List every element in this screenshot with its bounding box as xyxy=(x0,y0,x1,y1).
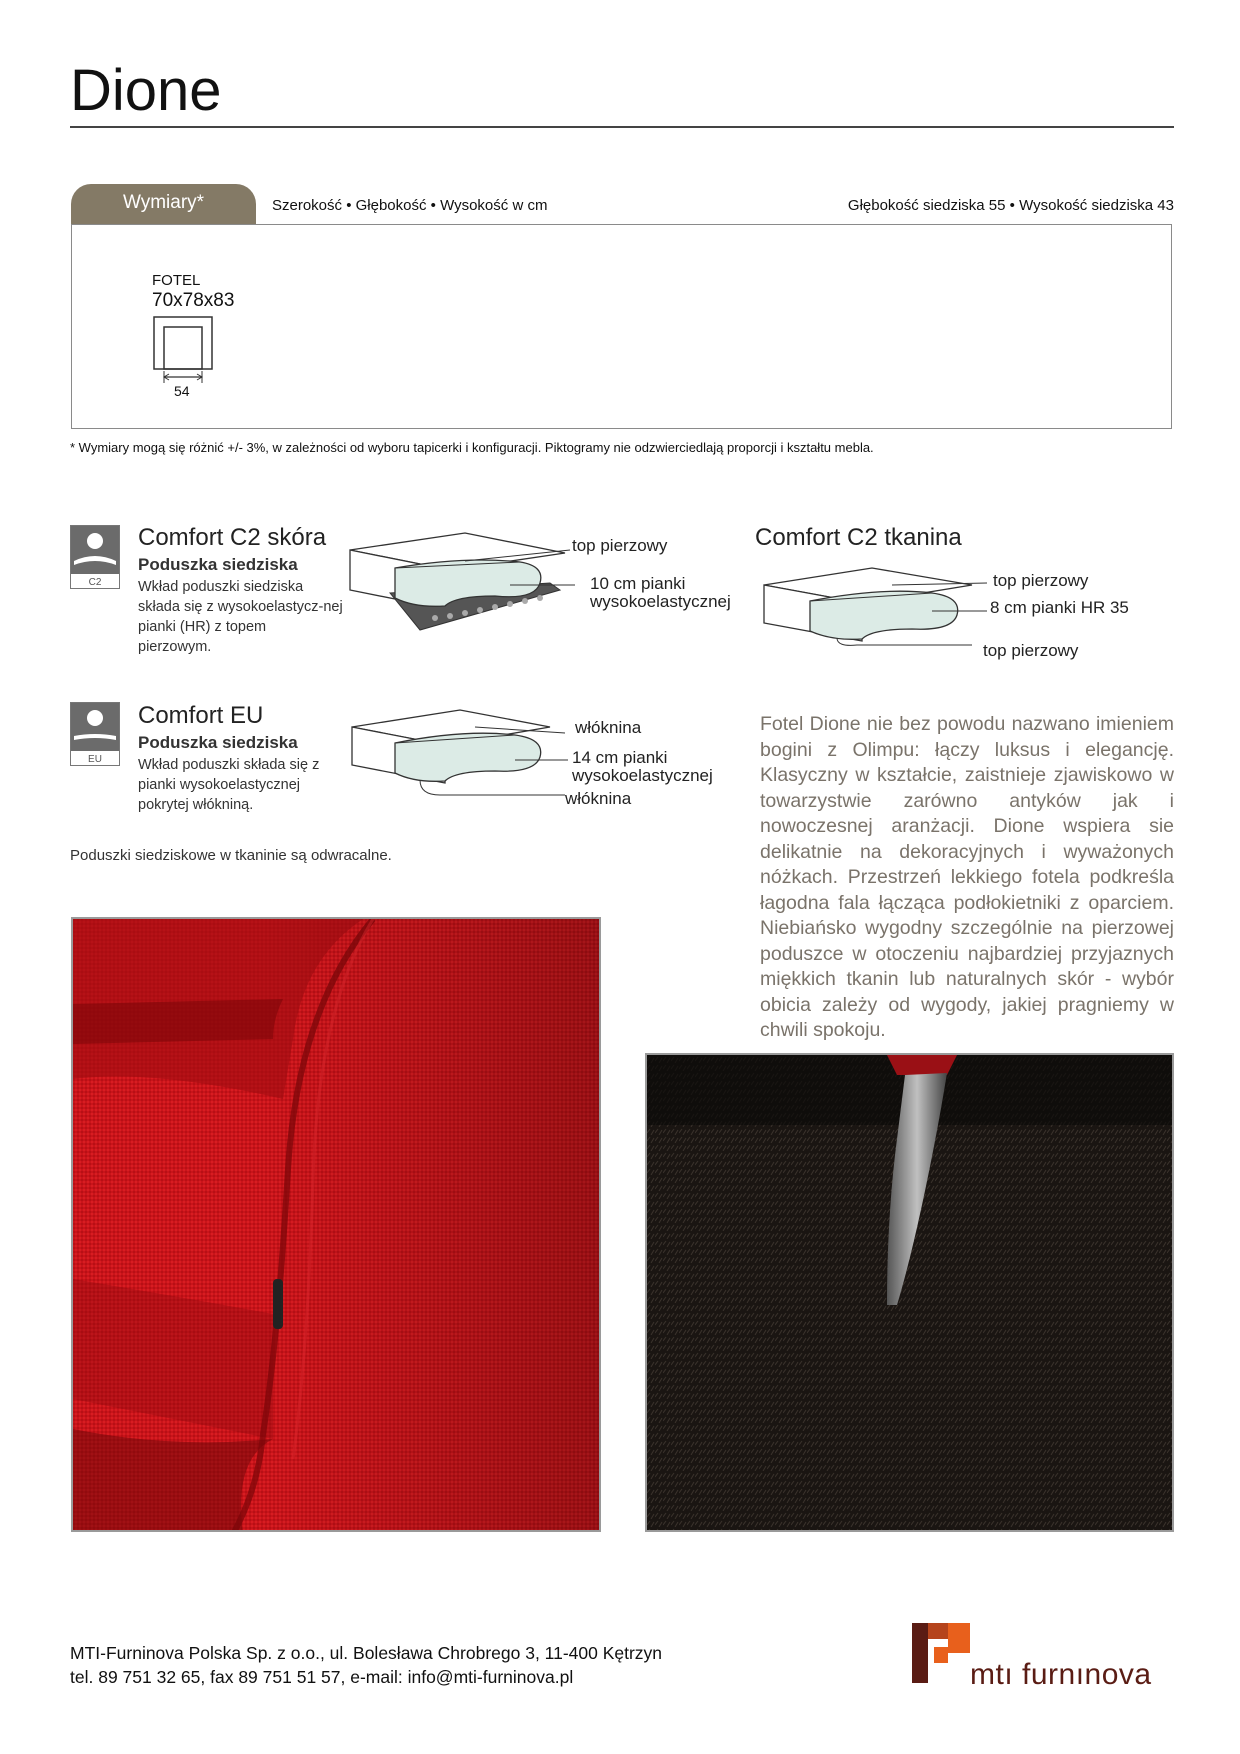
label-foam: 10 cm pianki wysokoelastycznej xyxy=(590,574,731,611)
label-bottom-layer: top pierzowy xyxy=(983,641,1079,660)
dimensions-units: Szerokość • Głębokość • Wysokość w cm xyxy=(272,197,548,214)
dimensions-tab: Wymiary* xyxy=(71,184,256,224)
label-top-layer: top pierzowy xyxy=(993,571,1089,590)
item-size: 70x78x83 xyxy=(152,290,235,311)
armchair-pictogram-icon xyxy=(152,315,222,405)
comfort-c2-fabric-title: Comfort C2 tkanina xyxy=(755,524,962,551)
page-title: Dione xyxy=(70,58,222,123)
comfort-badge-label: C2 xyxy=(88,577,102,588)
comfort-c2-leather-subtitle: Poduszka siedziska xyxy=(138,555,298,574)
photo-red-fabric-detail xyxy=(71,917,601,1532)
comfort-eu-icon xyxy=(70,702,120,766)
dimensions-note: * Wymiary mogą się różnić +/- 3%, w zależności od wyboru tapicerki i konfiguracji. Piktogramy nie odzwierciedlają proporcji i kształtu mebla. xyxy=(70,440,874,455)
dimensions-box xyxy=(71,224,1172,429)
cushion-diagram-eu-icon xyxy=(350,705,575,805)
mti-furninova-logo-icon xyxy=(912,1623,972,1683)
cushion-diagram-c2-leather-icon xyxy=(345,528,575,638)
label-bottom-layer: włóknina xyxy=(565,789,632,808)
comfort-c2-leather-title: Comfort C2 skóra xyxy=(138,524,327,551)
reversible-note: Poduszki siedziskowe w tkaninie są odwracalne. xyxy=(70,847,392,864)
seat-width-label: 54 xyxy=(174,383,190,399)
footer-contact: tel. 89 751 32 65, fax 89 751 51 57, e-mail: info@mti-furninova.pl xyxy=(70,1667,574,1687)
item-label: FOTEL xyxy=(152,272,201,289)
photo-leg-on-rug xyxy=(645,1053,1174,1532)
logo-wordmark: mtı furnınova xyxy=(970,1658,1152,1691)
comfort-eu-description: Wkład poduszki składa się z pianki wysokoelastycznej pokrytej włókniną. xyxy=(138,757,320,813)
cushion-diagram-c2-fabric-icon xyxy=(762,563,992,658)
comfort-c2-icon xyxy=(70,525,120,589)
comfort-eu-title: Comfort EU xyxy=(138,702,264,729)
comfort-eu-subtitle: Poduszka siedziska xyxy=(138,733,298,752)
title-divider xyxy=(70,126,1174,128)
label-top-layer: włóknina xyxy=(575,718,642,737)
footer-address: MTI-Furninova Polska Sp. z o.o., ul. Bolesława Chrobrego 3, 11-400 Kętrzyn xyxy=(70,1643,663,1663)
label-foam: 8 cm pianki HR 35 xyxy=(990,598,1129,617)
comfort-badge-label: EU xyxy=(88,754,102,765)
comfort-c2-leather-description: Wkład poduszki siedziska składa się z wysokoelastycz-nej pianki (HR) z topem pierzowym. xyxy=(138,579,343,655)
label-foam: 14 cm pianki wysokoelastycznej xyxy=(572,748,713,785)
seat-dimensions: Głębokość siedziska 55 • Wysokość siedziska 43 xyxy=(847,197,1174,214)
product-description: Fotel Dione nie bez powodu nazwano imieniem bogini z Olimpu: łączy luksus i elegancję. Klasyczny w kształcie, zaistnieje zjawiskowo w towarzystwie zarówno antyków jak i nowoczesnej aranżacji. Dione wspiera sie delikatnie na dekoracyjnych i wyważonych nóżkach. Przestrzeń lekkiego fotela podkreśla łagodna fala łącząca podłokietniki z oparciem. Niebiańsko wygodny szczególnie na pierzowej poduszce w otoczeniu najbardziej przyjaznych miękkich tkanin lub naturalnych skór - wybór obicia zależy od wygody, jakiej pragniemy w chwili spokoju. xyxy=(760,713,1174,1041)
label-top-layer: top pierzowy xyxy=(572,536,668,555)
